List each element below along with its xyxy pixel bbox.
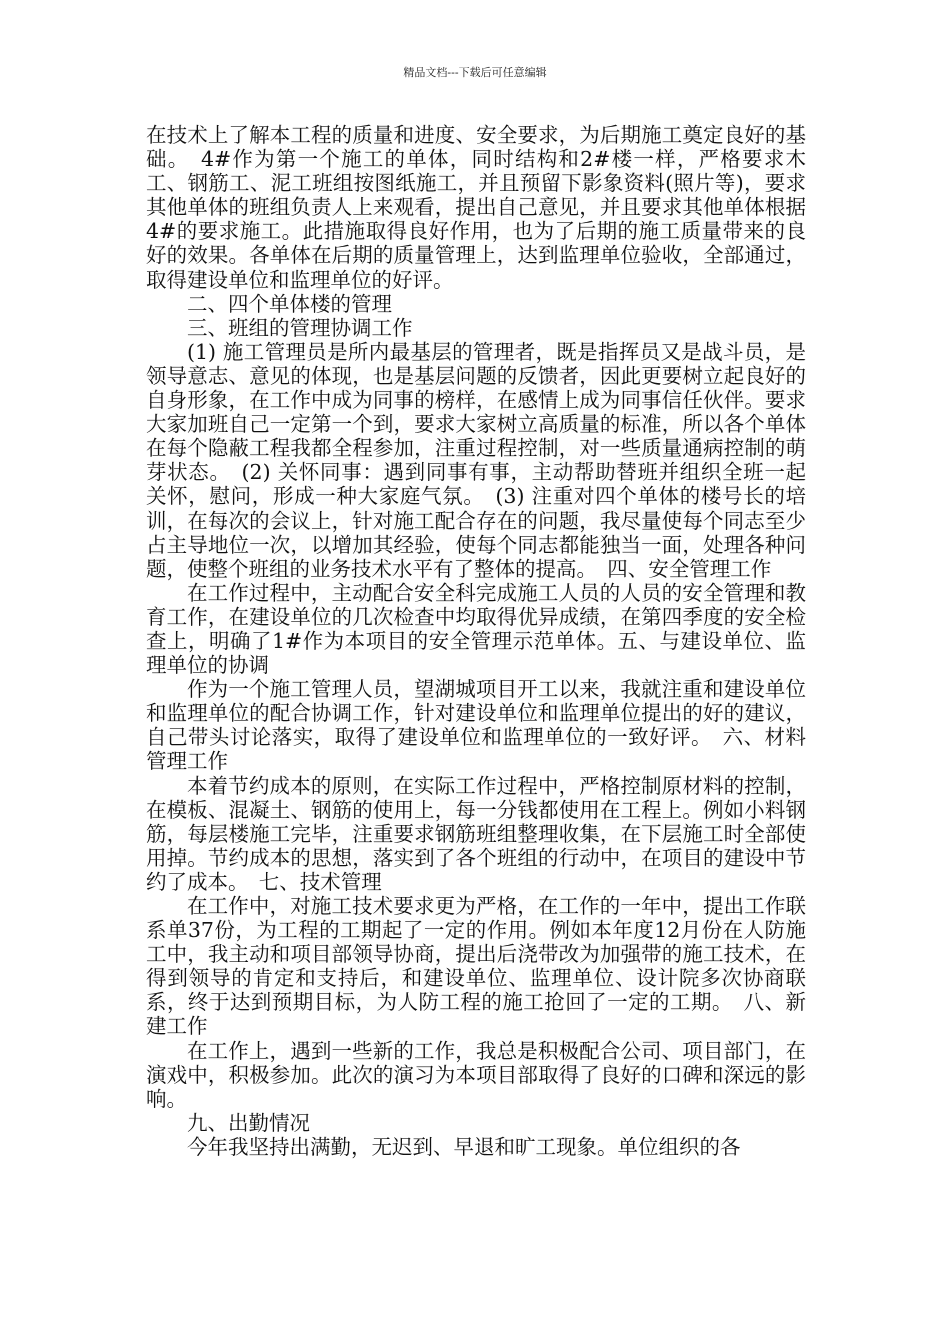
section-heading-3: 三、班组的管理协调工作 xyxy=(187,315,413,340)
paragraph-safety: 在工作过程中，主动配合安全科完成施工人员的人员的安全管理和教育工作，在建设单位的几次检查中均取得优异成绩，在第四季度的安全检查上，明确了1#作为本项目的安全管理示范单体。五、与建设单位、监理单位的协调 xyxy=(146,580,806,678)
document-body xyxy=(146,123,806,1159)
section-heading-2: 二、四个单体楼的管理 xyxy=(187,291,392,316)
paragraph-attendance: 今年我坚持出满勤，无迟到、早退和旷工现象。单位组织的各 xyxy=(187,1134,741,1159)
paragraph-new-work: 在工作上，遇到一些新的工作，我总是积极配合公司、项目部门，在演戏中，积极参加。此次的演习为本项目部取得了良好的口碑和深远的影响。 xyxy=(146,1038,806,1111)
page-header: 精品文档---下载后可任意编辑 xyxy=(403,66,547,79)
paragraph-materials: 本着节约成本的原则，在实际工作过程中，严格控制原材料的控制，在模板、混凝土、钢筋的使用上，每一分钱都使用在工程上。例如小料钢筋，每层楼施工完毕，注重要求钢筋班组整理收集，在下层施工时全部使用掉。节约成本的思想，落实到了各个班组的行动中，在项目的建设中节约了成本。 七、技术管理 xyxy=(146,773,806,894)
paragraph-1: 在技术上了解本工程的质量和进度、安全要求，为后期施工奠定良好的基础。 4#作为第一个施工的单体，同时结构和2#楼一样，严格要求木工、钢筋工、泥工班组按图纸施工，并且预留下影象资料(照片等)，要求其他单体的班组负责人上来观看，提出自己意见，并且要求其他单体根据4#的要求施工。此措施取得良好作用，也为了后期的施工质量带来的良好的效果。各单体在后期的质量管理上，达到监理单位验收，全部通过，取得建设单位和监理单位的好评。 xyxy=(146,123,806,292)
paragraph-team-management: (1) 施工管理员是所内最基层的管理者，既是指挥员又是战斗员，是领导意志、意见的体现，也是基层问题的反馈者，因此更要树立起良好的自身形象，在工作中成为同事的榜样，在感情上成为同事信任伙伴。要求大家加班自己一定第一个到，要求大家树立高质量的标准，所以各个单体在每个隐蔽工程我都全程参加，注重过程控制，对一些质量通病控制的萌芽状态。 (2) 关怀同事：遇到同事有事，主动帮助替班并组织全班一起关怀，慰问，形成一种大家庭气氛。 (3) 注重对四个单体的楼号长的培训，在每次的会议上，针对施工配合存在的问题，我尽量使每个同志至少占主导地位一次，以增加其经验，使每个同志都能独当一面，处理各种问题，使整个班组的业务技术水平有了整体的提高。 四、安全管理工作 xyxy=(146,339,806,581)
paragraph-technical: 在工作中，对施工技术要求更为严格，在工作的一年中，提出工作联系单37份，为工程的工期起了一定的作用。例如本年度12月份在人防施工中，我主动和项目部领导协商，提出后浇带改为加强带的施工技术，在得到领导的肯定和支持后，和建设单位、监理单位、设计院多次协商联系，终于达到预期目标，为人防工程的施工抢回了一定的工期。 八、新建工作 xyxy=(146,894,806,1039)
paragraph-coordination: 作为一个施工管理人员，望湖城项目开工以来，我就注重和建设单位和监理单位的配合协调工作，针对建设单位和监理单位提出的好的建议，自己带头讨论落实，取得了建设单位和监理单位的一致好评。 六、材料管理工作 xyxy=(146,677,806,774)
section-heading-attendance: 九、出勤情况 xyxy=(187,1110,310,1135)
